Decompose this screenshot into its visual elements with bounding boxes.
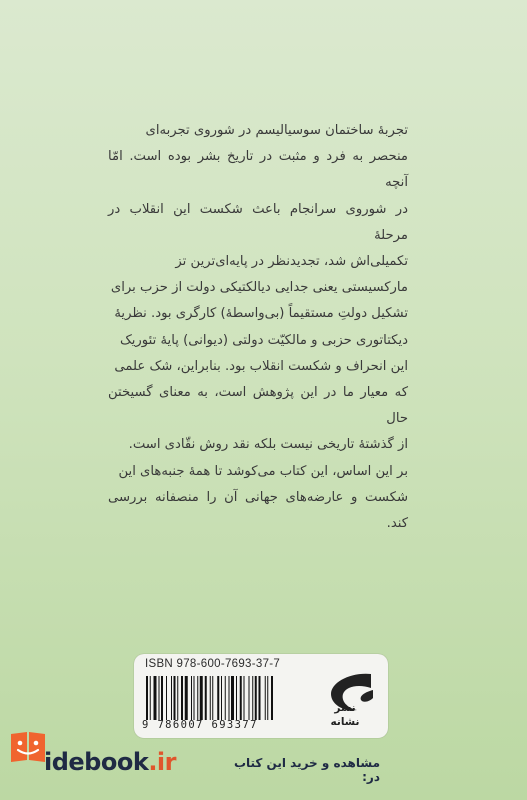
publisher-name-line1: نشر [334, 702, 356, 714]
blurb-line: شکست و عارضه‌های جهانی آن را منصفانه بررسی کند. [108, 489, 408, 532]
blurb-line: از گذشتهٔ تاریخی نیست بلکه نقد روش نقّادی است. [128, 437, 408, 453]
idebook-brand[interactable] [44, 748, 176, 776]
isbn-label: ISBN 978-600-7693-37-7 [145, 658, 281, 670]
blurb-line: تشکیل دولتِ مستقیماً (بی‌واسطهٔ) کارگری بود. نظریهٔ [114, 306, 408, 322]
blurb-line: دیکتاتوری حزبی و مالکیّت دولتی (دیوانی) پایهٔ تئوریک [119, 332, 408, 348]
brand-main: idebook [44, 748, 149, 776]
blurb-line: مارکسیستی یعنی جدایی دیالکتیکی دولت از حزب برای [110, 280, 408, 296]
blurb-line: که معیار ما در این پژوهش است، به معنای گسیختن حال [108, 385, 408, 427]
brand-suffix: .ir [148, 748, 176, 776]
publisher-name-line2: نشانه [330, 716, 360, 728]
barcode [146, 676, 314, 720]
footer-tagline: مشاهده و خرید این کتاب در: [233, 756, 380, 784]
blurb-line: تکمیلی‌اش شد، تجدیدنظر در پایه‌ای‌ترین تز [175, 254, 408, 270]
blurb-line: منحصر به فرد و مثبت در تاریخ بشر بوده است. امّا آنچه [108, 149, 408, 191]
blurb-line: در شوروی سرانجام باعث شکست این انقلاب در مرحلهٔ [108, 201, 408, 243]
idebook-book-icon [9, 730, 47, 763]
back-cover-blurb [108, 118, 408, 537]
blurb-line: بر این اساس، این کتاب می‌کوشد تا همهٔ جنبه‌های این [118, 463, 408, 479]
barcode-digits: 9 786007 693377 [142, 719, 258, 731]
blurb-line: این انحراف و شکست انقلاب بود. بنابراین، شک علمی [114, 358, 408, 374]
blurb-line: تجربهٔ ساختمان سوسیالیسم در شوروی تجربه‌ای [145, 123, 408, 138]
